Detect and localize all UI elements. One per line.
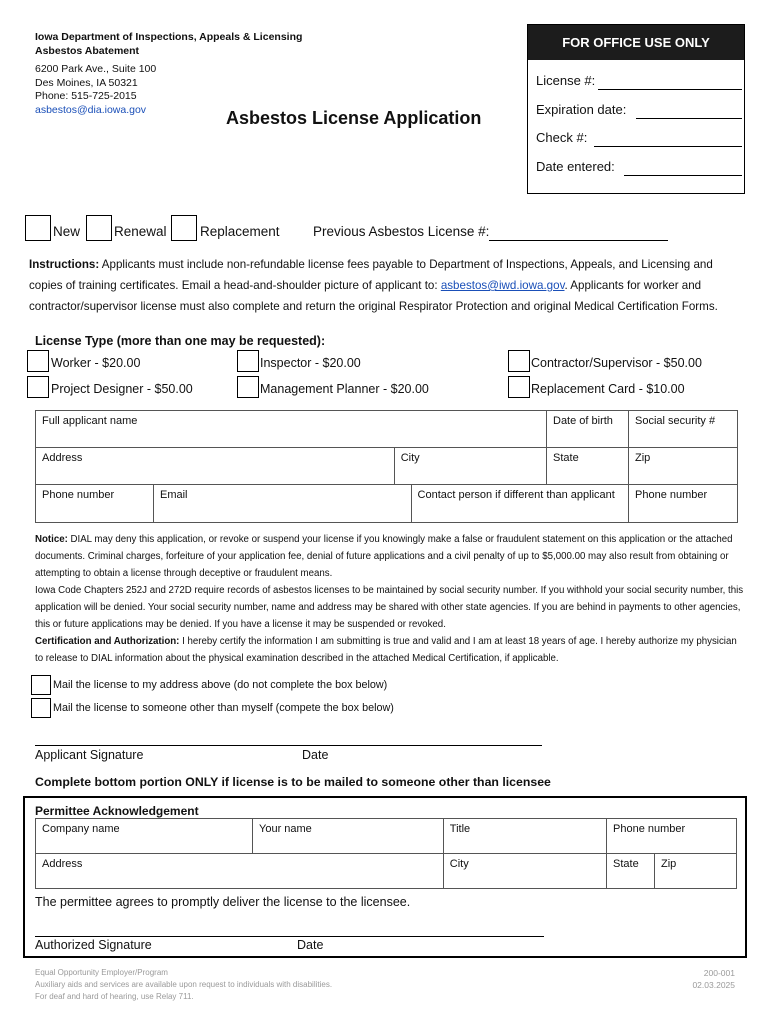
instructions-text-1: Applicants must include non-refundable license fees payable to Department of Inspections, Appeals, and Licensing and copies of training certificates. Email a head-and-shoulder picture of applicant to:: [29, 258, 713, 292]
mail-other-checkbox[interactable]: [31, 698, 51, 718]
new-checkbox[interactable]: [25, 215, 51, 241]
permittee-agreement: The permittee agrees to promptly deliver the license to the licensee.: [35, 895, 411, 909]
applicant-signature-line[interactable]: [35, 745, 542, 746]
page-title: Asbestos License Application: [226, 108, 482, 128]
replacement-label: Replacement: [200, 224, 280, 239]
agency-name: Iowa Department of Inspections, Appeals & Licensing: [35, 31, 303, 43]
contact-person-field[interactable]: Contact person if different than applicant: [411, 485, 628, 523]
company-name-field[interactable]: Company name: [36, 819, 253, 854]
office-license-label: License #:: [536, 73, 596, 88]
replacement-card-checkbox[interactable]: [508, 376, 530, 398]
agency-email-link[interactable]: asbestos@dia.iowa.gov: [35, 103, 147, 116]
email-field[interactable]: Email: [154, 485, 412, 523]
certification-text: I hereby certify the information I am submitting is true and valid and I am at least 18 years of age. I hereby authorize my physician to release to DIAL information about the physical examination described in the attached Medical Certification, if applicable.: [35, 636, 737, 664]
permittee-zip-field[interactable]: Zip: [655, 854, 737, 889]
notice-text: DIAL may deny this application, or revoke or suspend your license if you knowingly make a false or fraudulent statement on this application or the attached documents. Criminal charges, forfeiture of your application fee, denial of future applications and a civil penalty of up to $5,000.00 may also result from obtaining or attempting to obtain a license through deceptive or fraudulent means.: [35, 534, 733, 579]
authorized-signature-line[interactable]: [35, 936, 544, 937]
notice-paragraph: [35, 531, 745, 582]
instructions-email-link[interactable]: asbestos@iwd.iowa.gov: [440, 279, 565, 292]
office-check-label: Check #:: [536, 130, 588, 145]
permittee-address-field[interactable]: Address: [36, 854, 444, 889]
replacement-checkbox[interactable]: [171, 215, 197, 241]
title-field[interactable]: Title: [443, 819, 606, 854]
instructions-label: Instructions:: [29, 258, 100, 271]
full-name-field[interactable]: Full applicant name: [36, 411, 547, 448]
authorized-date-label: Date: [297, 938, 324, 952]
new-label: New: [53, 224, 81, 239]
applicant-signature-label: Applicant Signature: [35, 748, 144, 762]
form-date-text: 02.03.2025: [692, 980, 735, 990]
agency-city: Des Moines, IA 50321: [35, 76, 138, 89]
dob-field[interactable]: Date of birth: [547, 411, 629, 448]
office-license-field[interactable]: [598, 88, 742, 90]
contractor-checkbox[interactable]: [508, 350, 530, 372]
permittee-state-field[interactable]: State: [607, 854, 655, 889]
mail-self-label: Mail the license to my address above (do not complete the box below): [53, 679, 388, 691]
agency-header: [35, 30, 302, 58]
permittee-city-field[interactable]: City: [443, 854, 606, 889]
footer-line-2: Auxiliary aids and services are available upon request to individuals with disabilities.: [35, 980, 333, 989]
certification-label: Certification and Authorization:: [35, 636, 180, 647]
mail-self-checkbox[interactable]: [31, 675, 51, 695]
form-number: [692, 967, 735, 991]
management-planner-checkbox[interactable]: [237, 376, 259, 398]
office-expiration-label: Expiration date:: [536, 102, 627, 117]
authorized-signature-label: Authorized Signature: [35, 938, 152, 952]
footer: [35, 967, 332, 1003]
address-field[interactable]: Address: [36, 448, 395, 485]
license-type-heading: License Type (more than one may be requested):: [35, 334, 326, 348]
your-name-field[interactable]: Your name: [253, 819, 444, 854]
contact-phone-field[interactable]: Phone number: [629, 485, 738, 523]
permittee-table: [35, 818, 737, 889]
office-entered-label: Date entered:: [536, 159, 615, 174]
mail-other-label: Mail the license to someone other than myself (compete the box below): [53, 702, 394, 714]
state-field[interactable]: State: [547, 448, 629, 485]
renewal-label: Renewal: [114, 224, 167, 239]
zip-field[interactable]: Zip: [629, 448, 738, 485]
footer-line-1: Equal Opportunity Employer/Program: [35, 968, 168, 977]
applicant-info-table: [35, 410, 738, 523]
renewal-checkbox[interactable]: [86, 215, 112, 241]
replacement-card-label: Replacement Card - $10.00: [531, 382, 685, 396]
previous-license-field[interactable]: [489, 240, 668, 241]
agency-division: Asbestos Abatement: [35, 45, 140, 57]
management-planner-label: Management Planner - $20.00: [260, 382, 429, 396]
applicant-date-label: Date: [302, 748, 329, 762]
city-field[interactable]: City: [394, 448, 546, 485]
previous-license-label: Previous Asbestos License #:: [313, 224, 490, 239]
certification-paragraph: [35, 633, 745, 667]
permittee-box: [23, 796, 747, 958]
instructions-text-2: . Applicants for worker and contractor/supervisor license must also complete and return the original Respirator Protection and original Medical Certification Forms.: [29, 279, 718, 313]
project-designer-checkbox[interactable]: [27, 376, 49, 398]
agency-street: 6200 Park Ave., Suite 100: [35, 63, 157, 75]
inspector-checkbox[interactable]: [237, 350, 259, 372]
agency-address: [35, 63, 156, 117]
phone-field[interactable]: Phone number: [36, 485, 154, 523]
permittee-heading: Permittee Acknowledgement: [35, 804, 199, 818]
office-use-header: FOR OFFICE USE ONLY: [528, 25, 744, 60]
footer-line-3: For deaf and hard of hearing, use Relay 711.: [35, 992, 194, 1001]
office-entered-field[interactable]: [624, 174, 742, 176]
instructions: [29, 254, 744, 317]
office-check-field[interactable]: [594, 145, 742, 147]
form-number-text: 200-001: [703, 968, 735, 978]
bottom-portion-heading: Complete bottom portion ONLY if license is to be mailed to someone other than licensee: [35, 775, 551, 789]
notice-section: [35, 531, 745, 667]
contractor-label: Contractor/Supervisor - $50.00: [531, 356, 702, 370]
agency-phone: Phone: 515-725-2015: [35, 90, 137, 102]
inspector-label: Inspector - $20.00: [260, 356, 361, 370]
ssn-field[interactable]: Social security #: [629, 411, 738, 448]
worker-checkbox[interactable]: [27, 350, 49, 372]
office-use-box: [527, 24, 745, 194]
ssn-notice-paragraph: Iowa Code Chapters 252J and 272D require records of asbestos licenses to be maintained by social security number. If you withhold your social security number, this application will be denied. Your social security number, name and address may be shared with other state agencies. If you are behind in payments to other agencies, this or future applications may be denied. If you have a license it may be suspended or revoked.: [35, 585, 744, 630]
project-designer-label: Project Designer - $50.00: [51, 382, 193, 396]
notice-label: Notice:: [35, 534, 68, 545]
permittee-phone-field[interactable]: Phone number: [607, 819, 737, 854]
office-expiration-field[interactable]: [636, 117, 742, 119]
worker-label: Worker - $20.00: [51, 356, 141, 370]
